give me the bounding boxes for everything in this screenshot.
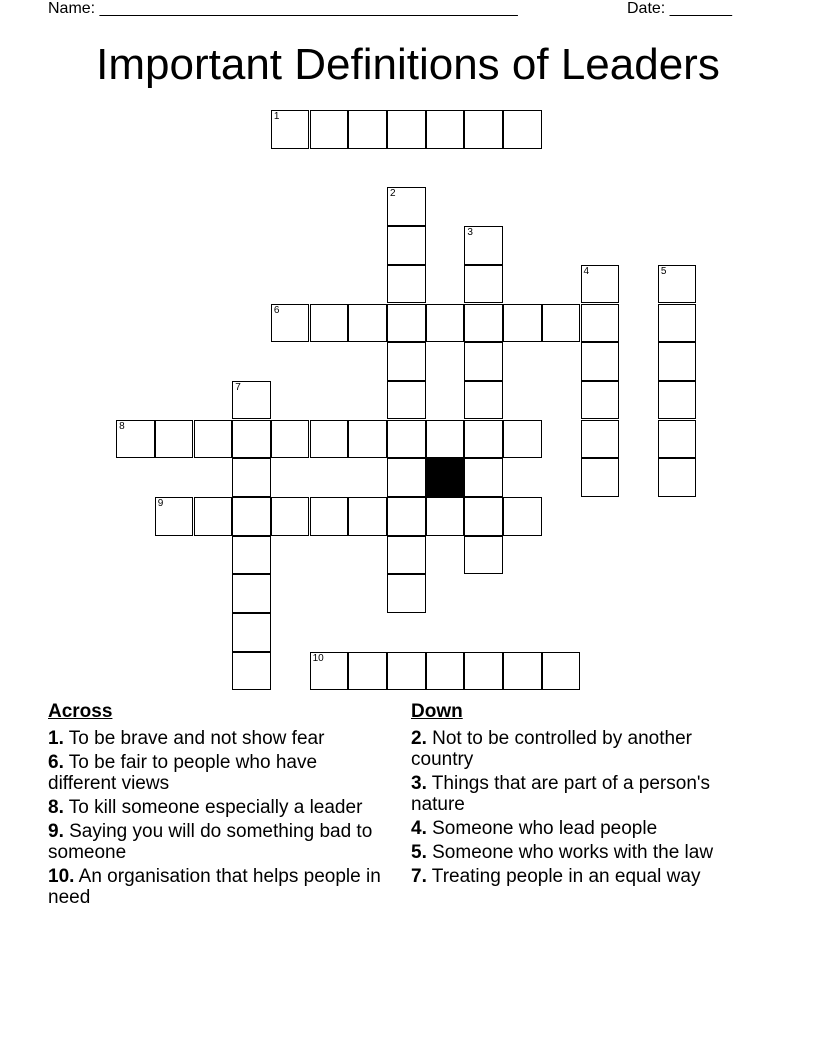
clue-text: Not to be controlled by another country [411,728,692,770]
grid-cell[interactable] [387,381,426,420]
grid-cell[interactable] [348,420,387,459]
grid-cell[interactable] [271,420,310,459]
clue-across-10 [48,866,388,908]
grid-cell[interactable] [387,342,426,381]
across-heading: Across [48,701,113,722]
grid-cell[interactable] [426,652,465,691]
clue-text: Things that are part of a person's nature [411,773,711,815]
clue-number-label: 3 [467,227,473,239]
clue-number-label: 5 [660,265,667,277]
grid-cell[interactable] [387,187,426,226]
grid-cell[interactable] [581,458,620,497]
grid-cell[interactable] [387,652,426,691]
clue-number-label: 8 [119,420,125,432]
grid-cell[interactable] [503,652,542,691]
grid-cell[interactable] [232,420,271,459]
clue-number: 9. [48,821,64,842]
grid-cell[interactable] [348,110,387,149]
grid-cell[interactable] [658,381,697,420]
grid-cell[interactable] [387,226,426,265]
grid-cell[interactable] [542,304,581,343]
grid-cell[interactable] [155,420,194,459]
grid-cell[interactable] [194,420,233,459]
clue-number-label: 7 [235,381,241,393]
grid-cell[interactable] [581,342,620,381]
clue-number: 1. [48,728,64,749]
clue-text: Someone who works with the law [426,842,714,863]
clue-number-label: 1 [273,111,280,122]
grid-cell[interactable] [464,652,503,691]
clue-down-5 [411,842,751,863]
clue-across-8 [48,797,388,818]
clue-text: To kill someone especially a leader [63,797,363,818]
grid-cell[interactable] [310,497,349,536]
clue-number: 8. [48,797,64,818]
clue-across-1 [48,728,388,749]
clue-number: 4. [411,818,427,839]
clue-across-6 [48,752,388,794]
down-heading: Down [411,701,463,722]
down-clues [411,701,751,890]
grid-cell[interactable] [348,304,387,343]
date-field-label: Date: _______ [627,0,732,17]
grid-cell[interactable] [387,110,426,149]
grid-cell[interactable] [116,420,155,459]
clue-number-label: 9 [157,498,164,509]
grid-cell[interactable] [542,652,581,691]
grid-cell[interactable] [464,342,503,381]
clue-text: To be brave and not show fear [63,728,325,749]
grid-cell[interactable] [658,458,697,497]
clue-number-label: 4 [583,265,590,277]
grid-cell[interactable] [232,536,271,575]
clue-down-4 [411,818,751,839]
grid-cell[interactable] [310,420,349,459]
clue-number: 7. [411,866,427,887]
grid-cell[interactable] [503,420,542,459]
grid-cell[interactable] [581,381,620,420]
grid-cell[interactable] [232,381,271,420]
clue-down-3 [411,773,751,815]
grid-cell[interactable] [271,110,310,149]
grid-cell[interactable] [464,536,503,575]
grid-cell[interactable] [232,497,271,536]
grid-cell[interactable] [387,458,426,497]
grid-cell[interactable] [503,304,542,343]
page-title: Important Definitions of Leaders [96,40,720,89]
name-field-label: Name: _______________________________________________ [48,0,518,17]
grid-cell[interactable] [310,304,349,343]
grid-cell[interactable] [426,420,465,459]
grid-cell[interactable] [232,458,271,497]
grid-cell[interactable] [348,497,387,536]
clue-down-7 [411,866,751,887]
clue-number-label: 2 [390,188,396,200]
clue-number-label: 6 [273,304,280,316]
clue-number: 10. [48,866,75,887]
clue-text: To be fair to people who have different views [48,752,318,794]
grid-cell[interactable] [310,652,349,691]
grid-cell[interactable] [271,304,310,343]
grid-cell[interactable] [464,420,503,459]
grid-cell[interactable] [581,265,620,304]
grid-cell[interactable] [503,497,542,536]
clue-text: An organisation that helps people in need [48,866,381,908]
across-clues [48,701,388,911]
grid-cell[interactable] [658,420,697,459]
grid-cell[interactable] [387,536,426,575]
grid-cell[interactable] [194,497,233,536]
grid-cell[interactable] [658,342,697,381]
clue-number: 5. [411,842,427,863]
clue-down-2 [411,728,751,770]
grid-cell[interactable] [387,265,426,304]
grid-cell[interactable] [232,652,271,691]
grid-block-cell [426,458,465,497]
grid-cell[interactable] [426,304,465,343]
grid-cell[interactable] [464,226,503,265]
grid-cell[interactable] [426,497,465,536]
grid-cell[interactable] [464,304,503,343]
clue-number: 6. [48,752,64,773]
clue-number-label: 10 [312,652,324,664]
grid-cell[interactable] [387,497,426,536]
grid-cell[interactable] [464,110,503,149]
grid-cell[interactable] [658,265,697,304]
grid-cell[interactable] [387,304,426,343]
grid-cell[interactable] [348,652,387,691]
clue-number: 2. [411,728,427,749]
grid-cell[interactable] [387,574,426,613]
grid-cell[interactable] [581,420,620,459]
grid-cell[interactable] [581,304,620,343]
grid-cell[interactable] [464,497,503,536]
clue-text: Treating people in an equal way [426,866,701,887]
grid-cell[interactable] [310,110,349,149]
grid-cell[interactable] [658,304,697,343]
grid-cell[interactable] [232,613,271,652]
grid-cell[interactable] [426,110,465,149]
grid-cell[interactable] [232,574,271,613]
grid-cell[interactable] [464,381,503,420]
grid-cell[interactable] [271,497,310,536]
clue-number: 3. [411,773,427,794]
clue-across-9 [48,821,388,863]
clue-text: Saying you will do something bad to someone [48,821,373,863]
grid-cell[interactable] [464,265,503,304]
grid-cell[interactable] [155,497,194,536]
grid-cell[interactable] [387,420,426,459]
grid-cell[interactable] [464,458,503,497]
clue-text: Someone who lead people [426,818,658,839]
grid-cell[interactable] [503,110,542,149]
